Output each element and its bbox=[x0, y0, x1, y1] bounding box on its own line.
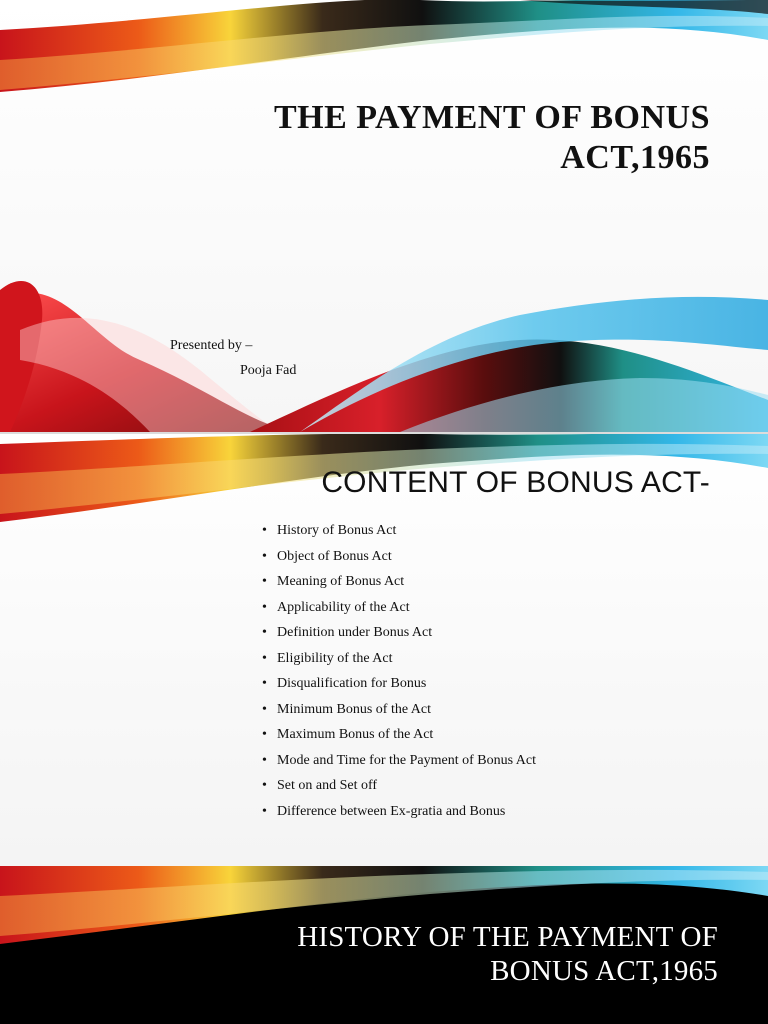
contents-list-item-label: Mode and Time for the Payment of Bonus Act bbox=[277, 752, 536, 768]
contents-list-item bbox=[262, 697, 536, 723]
bullet-icon: • bbox=[262, 650, 267, 666]
contents-list-item bbox=[262, 595, 536, 621]
ribbon-decoration-bottom bbox=[0, 0, 768, 432]
slide-3-title-line-2: BONUS ACT,1965 bbox=[490, 955, 718, 987]
slide-1-title bbox=[0, 0, 768, 432]
bullet-icon: • bbox=[262, 523, 267, 538]
contents-list-item bbox=[262, 799, 536, 825]
bullet-icon: • bbox=[262, 574, 267, 589]
contents-list-item-label: History of Bonus Act bbox=[277, 523, 397, 538]
contents-list-item bbox=[262, 646, 536, 672]
bullet-icon: • bbox=[262, 548, 267, 564]
contents-list-item bbox=[262, 518, 536, 544]
slide-1-title-line-2: ACT,1965 bbox=[560, 139, 710, 176]
slide-1-heading bbox=[274, 98, 710, 178]
contents-list-item bbox=[262, 722, 536, 748]
contents-list-item-label: Meaning of Bonus Act bbox=[277, 574, 405, 589]
contents-list-item-label: Object of Bonus Act bbox=[277, 548, 392, 564]
slide-1-title-line-1: THE PAYMENT OF BONUS bbox=[273, 99, 710, 136]
contents-list-item bbox=[262, 671, 536, 697]
slide-3-heading bbox=[297, 920, 718, 988]
contents-list bbox=[262, 518, 536, 824]
bullet-icon: • bbox=[262, 727, 267, 742]
contents-list-item-label: Eligibility of the Act bbox=[277, 650, 393, 666]
bullet-icon: • bbox=[262, 676, 267, 691]
contents-list-item-label: Minimum Bonus of the Act bbox=[277, 701, 431, 717]
presented-by-label: Presented by – bbox=[170, 338, 253, 353]
contents-list-item-label: Disqualification for Bonus bbox=[277, 676, 427, 691]
contents-list-item bbox=[262, 773, 536, 799]
slide-3-title-line-1: HISTORY OF THE PAYMENT OF bbox=[297, 921, 718, 953]
contents-list-item bbox=[262, 544, 536, 570]
contents-list-item-label: Set on and Set off bbox=[277, 778, 378, 793]
contents-list-item-label: Difference between Ex-gratia and Bonus bbox=[277, 803, 506, 819]
bullet-icon: • bbox=[262, 599, 267, 615]
bullet-icon: • bbox=[262, 778, 267, 793]
presenter-name: Pooja Fad bbox=[240, 363, 297, 378]
contents-list-item bbox=[262, 748, 536, 774]
contents-list-item-label: Definition under Bonus Act bbox=[277, 625, 433, 640]
contents-list-item-label: Applicability of the Act bbox=[277, 599, 410, 615]
bullet-icon: • bbox=[262, 625, 267, 640]
slide-2-contents bbox=[0, 434, 768, 866]
slide-3-history bbox=[0, 866, 768, 1024]
contents-list-item-label: Maximum Bonus of the Act bbox=[277, 727, 434, 742]
contents-list-item bbox=[262, 569, 536, 595]
bullet-icon: • bbox=[262, 803, 267, 819]
bullet-icon: • bbox=[262, 752, 267, 768]
slide-2-heading: CONTENT OF BONUS ACT- bbox=[321, 466, 710, 499]
contents-list-item bbox=[262, 620, 536, 646]
bullet-icon: • bbox=[262, 701, 267, 717]
